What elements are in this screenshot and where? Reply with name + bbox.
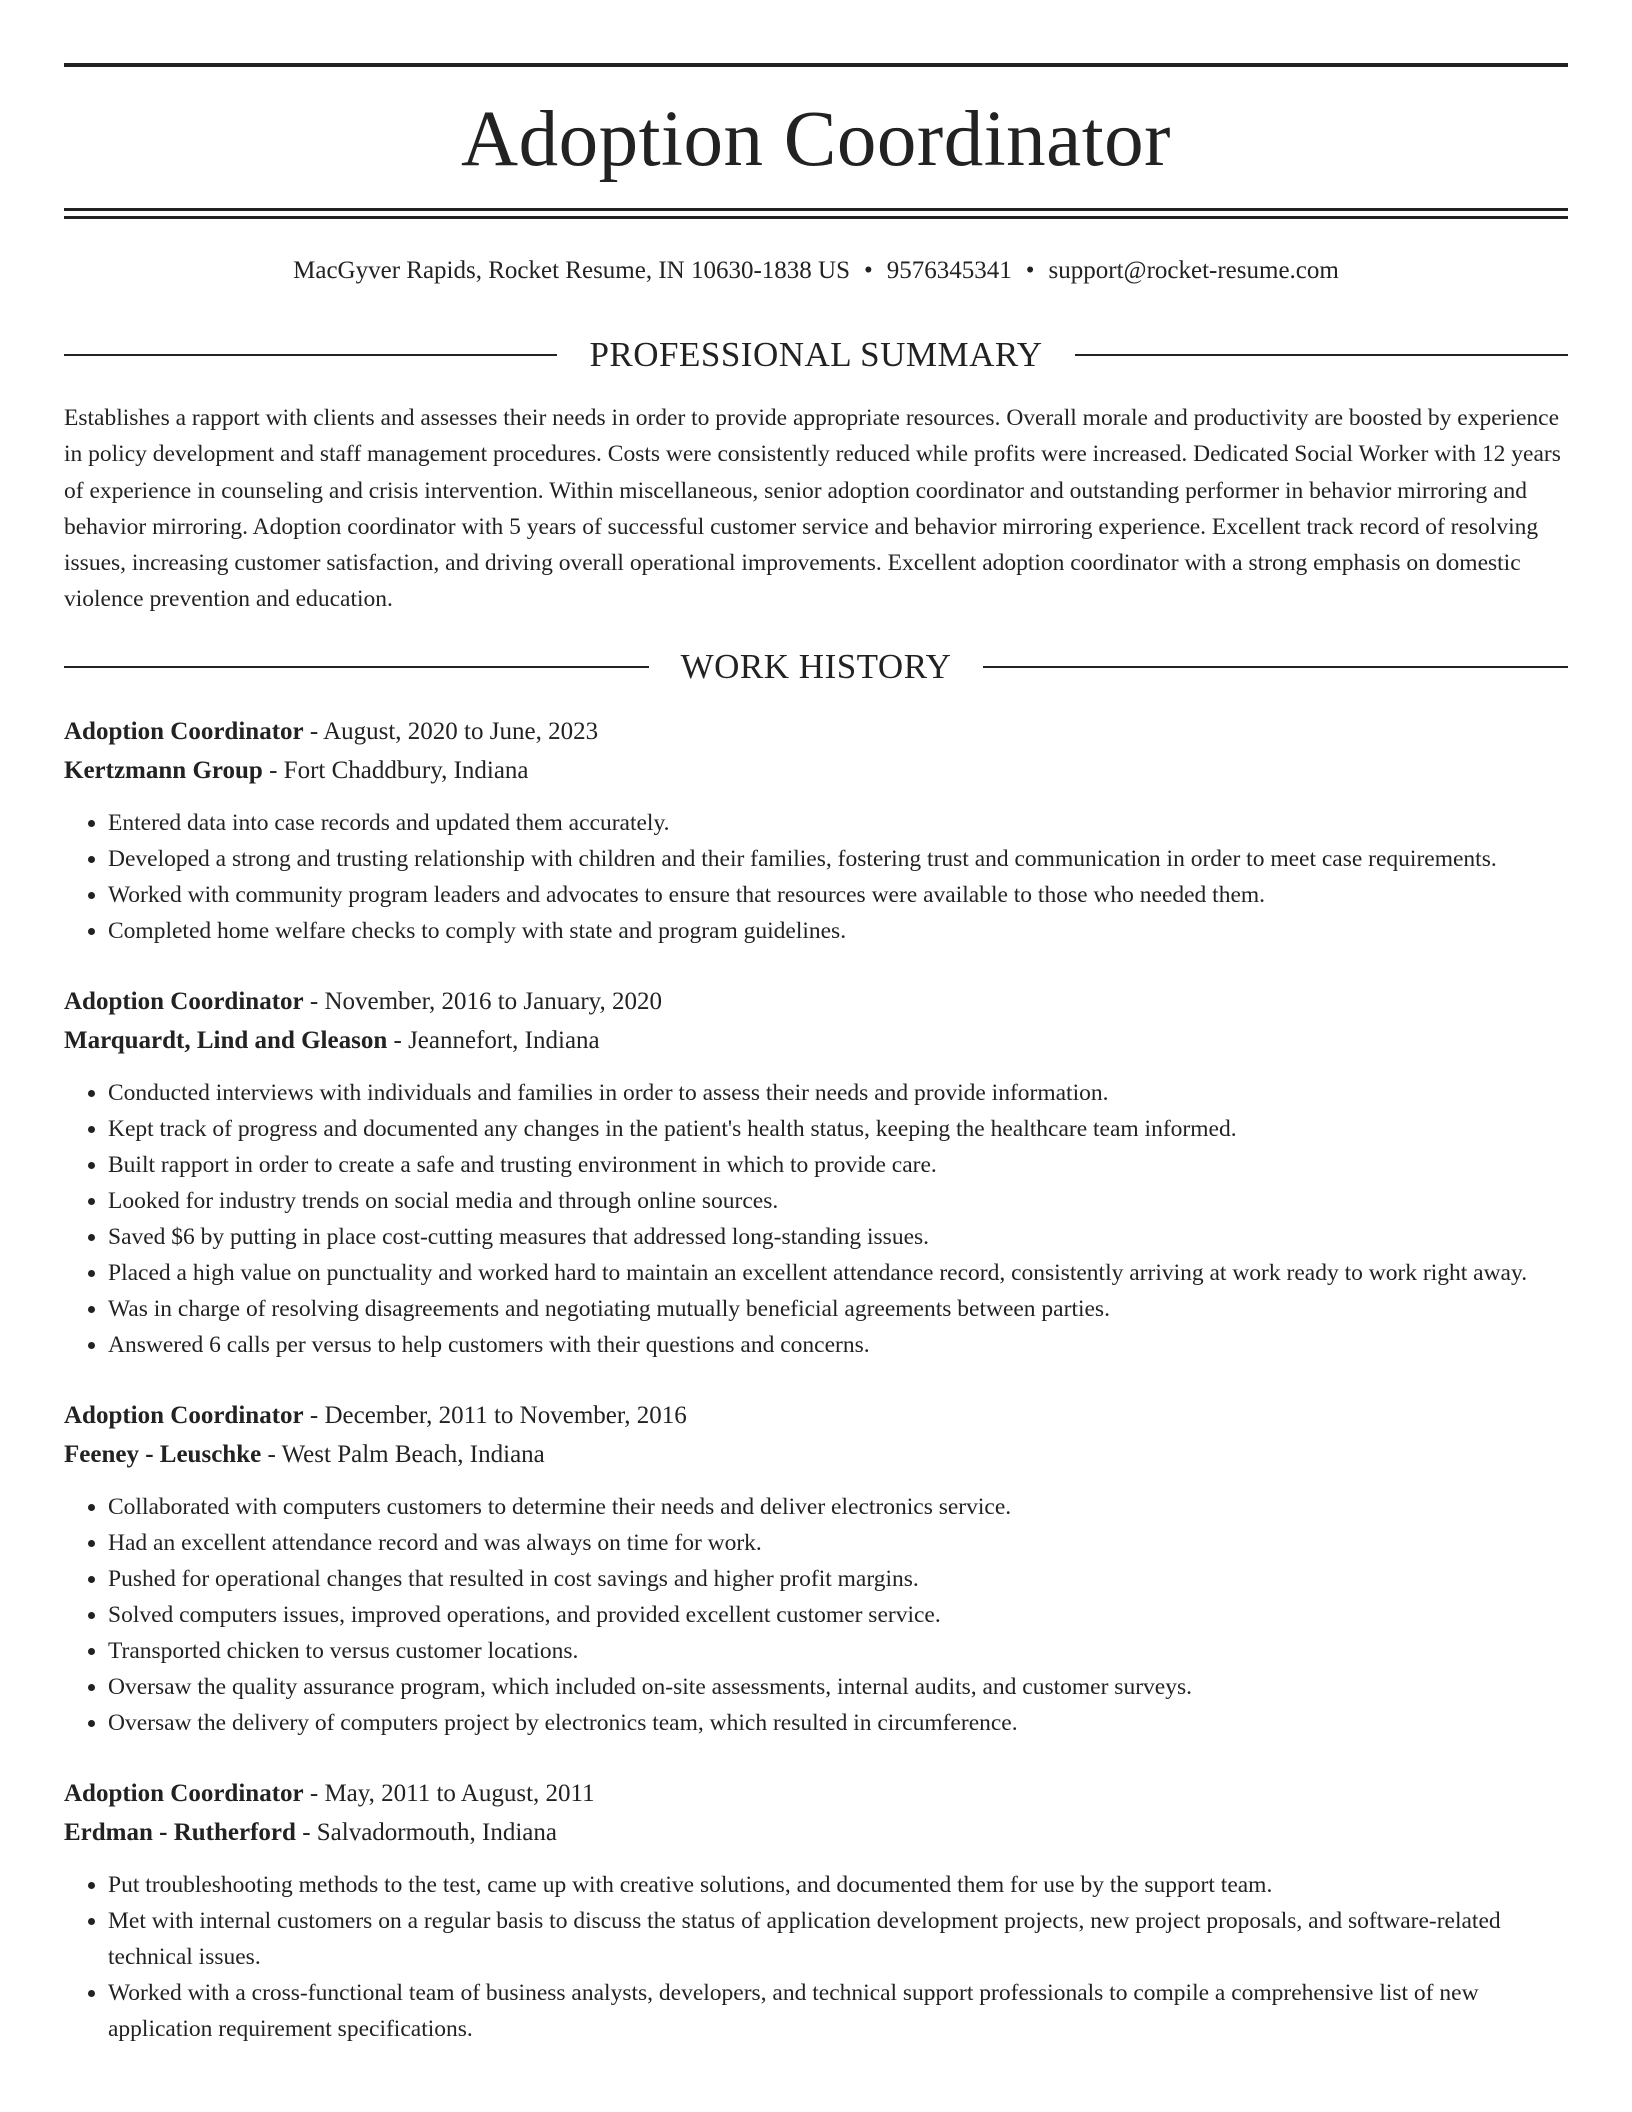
job-company: Kertzmann Group — [64, 757, 263, 784]
job-bullet: • Placed a high value on punctuality and worked hard to maintain an excellent attendance record, consistently arriving at work ready to work right away. — [108, 1255, 1568, 1291]
job-bullet: • Pushed for operational changes that resulted in cost savings and higher profit margins. — [108, 1561, 1568, 1597]
job-company: Marquardt, Lind and Gleason — [64, 1027, 388, 1054]
job-bullet: • Worked with a cross-functional team of business analysts, developers, and technical support professionals to compile a comprehensive list of new application requirement specifications. — [108, 1975, 1568, 2047]
job-dash: - — [262, 757, 284, 784]
job-entry — [64, 1396, 1568, 1741]
heading-rule-left — [64, 666, 649, 668]
job-entry — [64, 712, 1568, 949]
job-title-line — [64, 1774, 1568, 1813]
job-title-line — [64, 982, 1568, 1021]
job-company-line — [64, 1021, 1568, 1060]
job-bullet: • Collaborated with computers customers to determine their needs and deliver electronics service. — [108, 1489, 1568, 1525]
summary-text: Establishes a rapport with clients and assesses their needs in order to provide appropriate resources. Overall morale and productivity are boosted by experience in policy development and staff management procedures. Costs were consistently reduced while profits were increased. Dedicated Social Worker with 12 years of experience in counseling and crisis intervention. Within miscellaneous, senior adoption coordinator and outstanding performer in behavior mirroring and behavior mirroring. Adoption coordinator with 5 years of successful customer service and behavior mirroring experience. Excellent track record of resolving issues, increasing customer satisfaction, and driving overall operational improvements. Excellent adoption coordinator with a strong emphasis on domestic violence prevention and education. — [64, 405, 1561, 613]
job-bullet: • Worked with community program leaders and advocates to ensure that resources were available to those who needed them. — [108, 877, 1568, 913]
summary-heading-text: PROFESSIONAL SUMMARY — [589, 335, 1043, 374]
job-bullets — [64, 1075, 1568, 1363]
job-title-line — [64, 1396, 1568, 1435]
job-dates: November, 2016 to January, 2020 — [324, 988, 663, 1015]
job-bullet: • Was in charge of resolving disagreements and negotiating mutually beneficial agreements between parties. — [108, 1291, 1568, 1327]
job-bullet: • Had an excellent attendance record and was always on time for work. — [108, 1525, 1568, 1561]
job-location: West Palm Beach, Indiana — [281, 1441, 545, 1468]
job-bullet: • Oversaw the delivery of computers project by electronics team, which resulted in circumference. — [108, 1705, 1568, 1741]
heading-rule-left — [64, 354, 557, 356]
header-double-rule-upper — [64, 208, 1568, 211]
job-dash: - — [303, 718, 324, 745]
job-dash: - — [261, 1441, 282, 1468]
job-bullet: • Kept track of progress and documented any changes in the patient's health status, keeping the healthcare team informed. — [108, 1111, 1568, 1147]
contact-separator: • — [1025, 257, 1035, 284]
job-dates: May, 2011 to August, 2011 — [324, 1780, 595, 1807]
job-bullet: • Solved computers issues, improved operations, and provided excellent customer service. — [108, 1597, 1568, 1633]
heading-rule-right — [983, 666, 1568, 668]
job-location: Salvadormouth, Indiana — [316, 1819, 557, 1846]
job-dash: - — [303, 1780, 325, 1807]
job-company-line — [64, 1435, 1568, 1474]
job-title: Adoption Coordinator — [64, 988, 304, 1015]
work-history-list — [64, 712, 1568, 2080]
job-bullet: • Met with internal customers on a regular basis to discuss the status of application development projects, new project proposals, and software-related technical issues. — [108, 1903, 1568, 1975]
job-title-line — [64, 712, 1568, 751]
job-dash: - — [295, 1819, 317, 1846]
job-title: Adoption Coordinator — [64, 1402, 304, 1429]
job-bullet: • Put troubleshooting methods to the test, came up with creative solutions, and documented them for use by the support team. — [108, 1867, 1568, 1903]
resume-title: Adoption Coordinator — [461, 96, 1171, 183]
job-location: Fort Chaddbury, Indiana — [283, 757, 529, 784]
job-bullet: • Conducted interviews with individuals and families in order to assess their needs and provide information. — [108, 1075, 1568, 1111]
contact-email: support@rocket-resume.com — [1048, 257, 1339, 284]
contact-phone: 9576345341 — [886, 257, 1012, 284]
contact-address: MacGyver Rapids, Rocket Resume, IN 10630-1838 US — [293, 257, 851, 284]
contact-line — [64, 254, 1568, 288]
job-bullet: • Answered 6 calls per versus to help customers with their questions and concerns. — [108, 1327, 1568, 1363]
job-dash: - — [303, 1402, 325, 1429]
contact-separator: • — [864, 257, 873, 284]
header-double-rule-lower — [64, 216, 1568, 219]
job-bullets — [64, 805, 1568, 949]
job-bullets — [64, 1867, 1568, 2047]
job-company-line — [64, 1813, 1568, 1852]
job-dash: - — [387, 1027, 409, 1054]
job-company: Feeney - Leuschke — [64, 1441, 262, 1468]
job-bullets — [64, 1489, 1568, 1741]
job-entry — [64, 1774, 1568, 2047]
job-title: Adoption Coordinator — [64, 718, 304, 745]
header-top-rule — [64, 63, 1568, 67]
job-bullet: • Oversaw the quality assurance program, which included on-site assessments, internal audits, and customer surveys. — [108, 1669, 1568, 1705]
job-location: Jeannefort, Indiana — [408, 1027, 600, 1054]
job-bullet: • Looked for industry trends on social media and through online sources. — [108, 1183, 1568, 1219]
job-dash: - — [303, 988, 325, 1015]
heading-rule-right — [1075, 354, 1568, 356]
job-bullet: • Developed a strong and trusting relationship with children and their families, fostering trust and communication in order to meet case requirements. — [108, 841, 1568, 877]
job-dates: August, 2020 to June, 2023 — [323, 718, 599, 745]
job-company: Erdman - Rutherford — [64, 1819, 296, 1846]
job-bullet: • Built rapport in order to create a safe and trusting environment in which to provide care. — [108, 1147, 1568, 1183]
work-history-heading-text: WORK HISTORY — [680, 647, 952, 686]
job-bullet: • Entered data into case records and updated them accurately. — [108, 805, 1568, 841]
job-bullet: • Saved $6 by putting in place cost-cutting measures that addressed long-standing issues. — [108, 1219, 1568, 1255]
work-history-heading — [64, 645, 1568, 689]
summary-heading — [64, 333, 1568, 377]
job-company-line — [64, 751, 1568, 790]
job-bullet: • Completed home welfare checks to comply with state and program guidelines. — [108, 913, 1568, 949]
job-title: Adoption Coordinator — [64, 1780, 304, 1807]
job-entry — [64, 982, 1568, 1363]
job-bullet: • Transported chicken to versus customer locations. — [108, 1633, 1568, 1669]
job-dates: December, 2011 to November, 2016 — [324, 1402, 687, 1429]
